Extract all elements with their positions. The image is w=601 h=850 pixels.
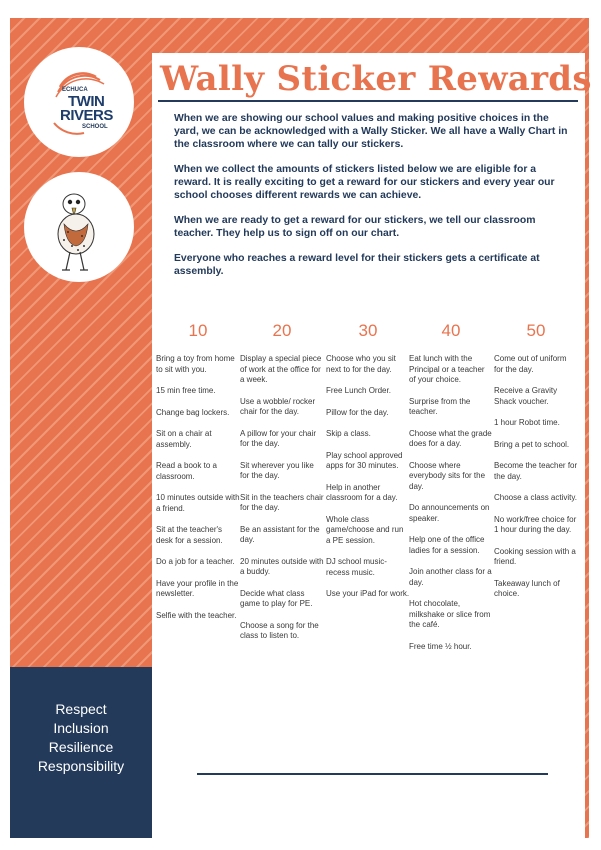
reward-item: 15 min free time. <box>156 386 216 395</box>
bottom-divider <box>197 773 548 775</box>
logo-line1: TWIN <box>68 93 105 110</box>
reward-item: Receive a Gravity Shack voucher. <box>494 386 558 406</box>
reward-item: Choose who you sit next to for the day. <box>326 354 396 374</box>
value-inclusion: Inclusion <box>53 720 109 736</box>
value-respect: Respect <box>55 701 107 717</box>
reward-item: Help one of the office ladies for a session. <box>409 535 485 555</box>
reward-item: Do announcements on speaker. <box>409 503 490 523</box>
reward-item: Hot chocolate, milkshake or slice from the café. <box>409 599 491 629</box>
school-logo <box>24 47 134 157</box>
reward-item: Sit on a chair at assembly. <box>156 429 212 449</box>
column-heading: 30 <box>358 321 378 340</box>
reward-item: Bring a toy from home to sit with you. <box>156 354 235 374</box>
intro-paragraph: When we collect the amounts of stickers listed below we are eligible for a reward. It is really exciting to get a reward for our stickers and every year our school chooses different rewards we can achieve. <box>174 163 555 201</box>
reward-item: Choose where everybody sits for the day. <box>409 460 486 491</box>
column-heading: 50 <box>526 321 546 340</box>
value-resilience: Resilience <box>48 739 114 755</box>
reward-item: Decide what class game to play for PE. <box>240 588 313 608</box>
reward-item: Change bag lockers. <box>156 407 230 417</box>
reward-item: A pillow for your chair for the day. <box>240 428 317 448</box>
reward-item: 20 minutes outside with a buddy. <box>240 556 324 576</box>
page-title: Wally Sticker Rewards <box>160 59 592 99</box>
reward-item: Free Lunch Order. <box>326 386 391 395</box>
reward-item: Choose what the grade does for a day. <box>409 428 492 448</box>
value-responsibility: Responsibility <box>37 758 125 774</box>
reward-item: No work/free choice for 1 hour during the day. <box>494 514 577 534</box>
reward-item: DJ school music- recess music. <box>326 557 387 577</box>
reward-item: Be an assistant for the day. <box>240 524 320 544</box>
intro-text <box>174 113 569 291</box>
logo-bottom-text: SCHOOL <box>82 124 108 130</box>
reward-item: Eat lunch with the Principal or a teacher of your choice. <box>409 354 485 384</box>
reward-item: Whole class game/choose and run a PE session. <box>326 514 404 545</box>
reward-item: Play school approved apps for 30 minutes. <box>326 450 403 470</box>
reward-item: Join another class for a day. <box>409 567 492 587</box>
mascot-circle <box>24 172 134 282</box>
intro-paragraph: When we are ready to get a reward for our stickers, we tell our classroom teacher. They help us to sign off on our chart. <box>174 214 536 239</box>
reward-item: Display a special piece of work at the office for a week. <box>240 354 322 384</box>
column-heading: 20 <box>272 321 292 340</box>
reward-item: Choose a class activity. <box>494 493 577 502</box>
reward-column-20 <box>240 318 324 653</box>
intro-paragraph: Everyone who reaches a reward level for their stickers gets a certificate at assembly. <box>174 253 540 277</box>
reward-item: Bring a pet to school. <box>494 439 570 449</box>
reward-item: Sit at the teacher's desk for a session. <box>156 525 223 545</box>
reward-item: Use a wobble/ rocker chair for the day. <box>240 396 316 416</box>
logo-top-text: ECHUCA <box>62 87 88 93</box>
reward-column-30 <box>326 318 410 611</box>
reward-item: Do a job for a teacher. <box>156 557 235 566</box>
column-heading: 40 <box>441 321 461 340</box>
reward-item: Help in another classroom for a day. <box>326 482 398 502</box>
reward-item: Sit in the teachers chair for the day. <box>240 492 324 512</box>
reward-item: 1 hour Robot time. <box>494 418 560 427</box>
reward-column-50 <box>494 318 578 611</box>
reward-item: Use your iPad for work. <box>326 589 410 598</box>
reward-column-40 <box>409 318 493 663</box>
reward-item: Skip a class. <box>326 429 371 438</box>
school-values <box>10 700 152 776</box>
reward-item: Choose a song for the class to listen to. <box>240 620 319 640</box>
title-divider <box>158 100 578 102</box>
reward-item: Free time ½ hour. <box>409 641 472 651</box>
reward-item: Takeaway lunch of choice. <box>494 578 560 598</box>
reward-item: Selfie with the teacher. <box>156 610 237 620</box>
reward-item: Come out of uniform for the day. <box>494 354 567 374</box>
reward-item: Pillow for the day. <box>326 407 389 417</box>
wally-bird-mascot-icon <box>24 172 134 282</box>
reward-item: Become the teacher for the day. <box>494 461 578 481</box>
reward-item: Cooking session with a friend. <box>494 546 576 566</box>
reward-item: Have your profile in the newsletter. <box>156 578 239 598</box>
reward-column-10 <box>156 318 240 632</box>
column-heading: 10 <box>188 321 208 340</box>
intro-paragraph: When we are showing our school values and making positive choices in the yard, we can be acknowledged with a Wally Sticker. We all have a Wally Chart in the classroom where we can tally our stickers. <box>174 113 568 150</box>
reward-item: Read a book to a classroom. <box>156 461 217 481</box>
reward-item: Surprise from the teacher. <box>409 396 471 416</box>
reward-item: 10 minutes outside with a friend. <box>156 493 240 513</box>
reward-item: Sit wherever you like for the day. <box>240 460 314 480</box>
logo-line2: RIVERS <box>60 107 113 124</box>
